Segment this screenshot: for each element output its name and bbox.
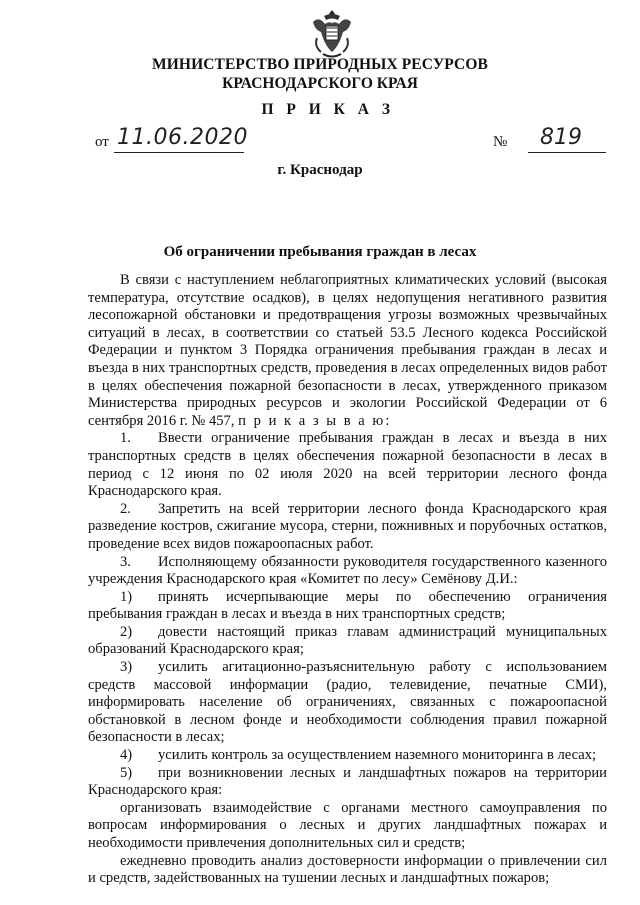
date-underline [114,152,244,153]
list-item: 3. Исполняющему обязанности руководителя государственного казенного учреждения Краснодарского края «Комитет по лесу» Семёнову Д.И.: [88,553,607,588]
city-label: г. Краснодар [277,162,363,178]
sub-list-item: 3) усилить агитационно-разъяснительную работу с использованием средств массовой информации (радио, телевидение, печатные СМИ), информировать население об ограничениях, связанных с пожароопасной обстановкой в лесном фонде и необходимости соблюдения правил пожарной безопасности в лесах; [88,659,607,746]
number-underline [528,152,606,153]
order-number-handwritten: 819 [540,125,582,150]
paragraph: ежедневно проводить анализ достоверности информации о привлечении сил и средств, задействованных на тушении лесных и ландшафтных пожаров; [88,852,607,887]
sub-list-item: 4) усилить контроль за осуществлением наземного мониторинга в лесах; [120,747,597,764]
ministry-name-line2: КРАСНОДАРСКОГО КРАЯ [222,75,418,92]
number-prefix: № [493,134,508,150]
ministry-name-line1: МИНИСТЕРСТВО ПРИРОДНЫХ РЕСУРСОВ [152,56,488,73]
list-item: 1. Ввести ограничение пребывания граждан в лесах и въезда в них транспортных средств в целях обеспечения пожарной безопасности в лесах в период с 12 июня по 02 июля 2020 на всей территории лесного фонда Краснодарского края. [88,430,607,500]
paragraph: организовать взаимодействие с органами местного самоуправления по вопросам информирования о лесных и других ландшафтных пожарах и необходимости привлечения дополнительных сил и средств; [88,799,607,851]
list-item: 2. Запретить на всей территории лесного фонда Краснодарского края разведение костров, сжигание мусора, стерни, пожнивных и порубочных остатков, проведение всех видов пожароопасных работ. [88,500,607,552]
sub-list-item: 2) довести настоящий приказ главам администраций муниципальных образований Краснодарского края; [88,623,607,658]
document-type: П Р И К А З [261,101,395,118]
sub-list-item: 1) принять исчерпывающие меры по обеспечению ограничения пребывания граждан в лесах и въезда в них транспортных средств; [88,588,607,623]
order-word: п р и к а з ы в а ю: [238,412,392,429]
coat-of-arms-emblem [309,8,355,60]
sub-list-item: 5) при возникновении лесных и ландшафтных пожаров на территории Краснодарского края: [88,764,607,799]
date-prefix: от [95,134,109,150]
intro-paragraph: В связи с наступлением неблагоприятных климатических условий (высокая температура, отсутствие осадков), в целях недопущения негативного развития лесопожарной обстановки и предотвращения угрозы возможных чрезвычайных ситуаций в лесах, в соответствии со статьей 53.5 Лесного кодекса Российской Федерации и пунктом 3 Порядка ограничения пребывания граждан в лесах и въезда в них транспортных средств, проведения в лесах определенных видов работ в целях обеспечения пожарной безопасности в лесах, утвержденного приказом Министерства природных ресурсов и экологии Российской Федерации от 6 сентября 2016 г. № 457, п р и к а з ы в а ю: [88,272,607,429]
order-title: Об ограничении пребывания граждан в лесах [163,244,477,260]
order-body [88,272,607,888]
order-date-handwritten: 11.06.2020 [117,125,248,150]
